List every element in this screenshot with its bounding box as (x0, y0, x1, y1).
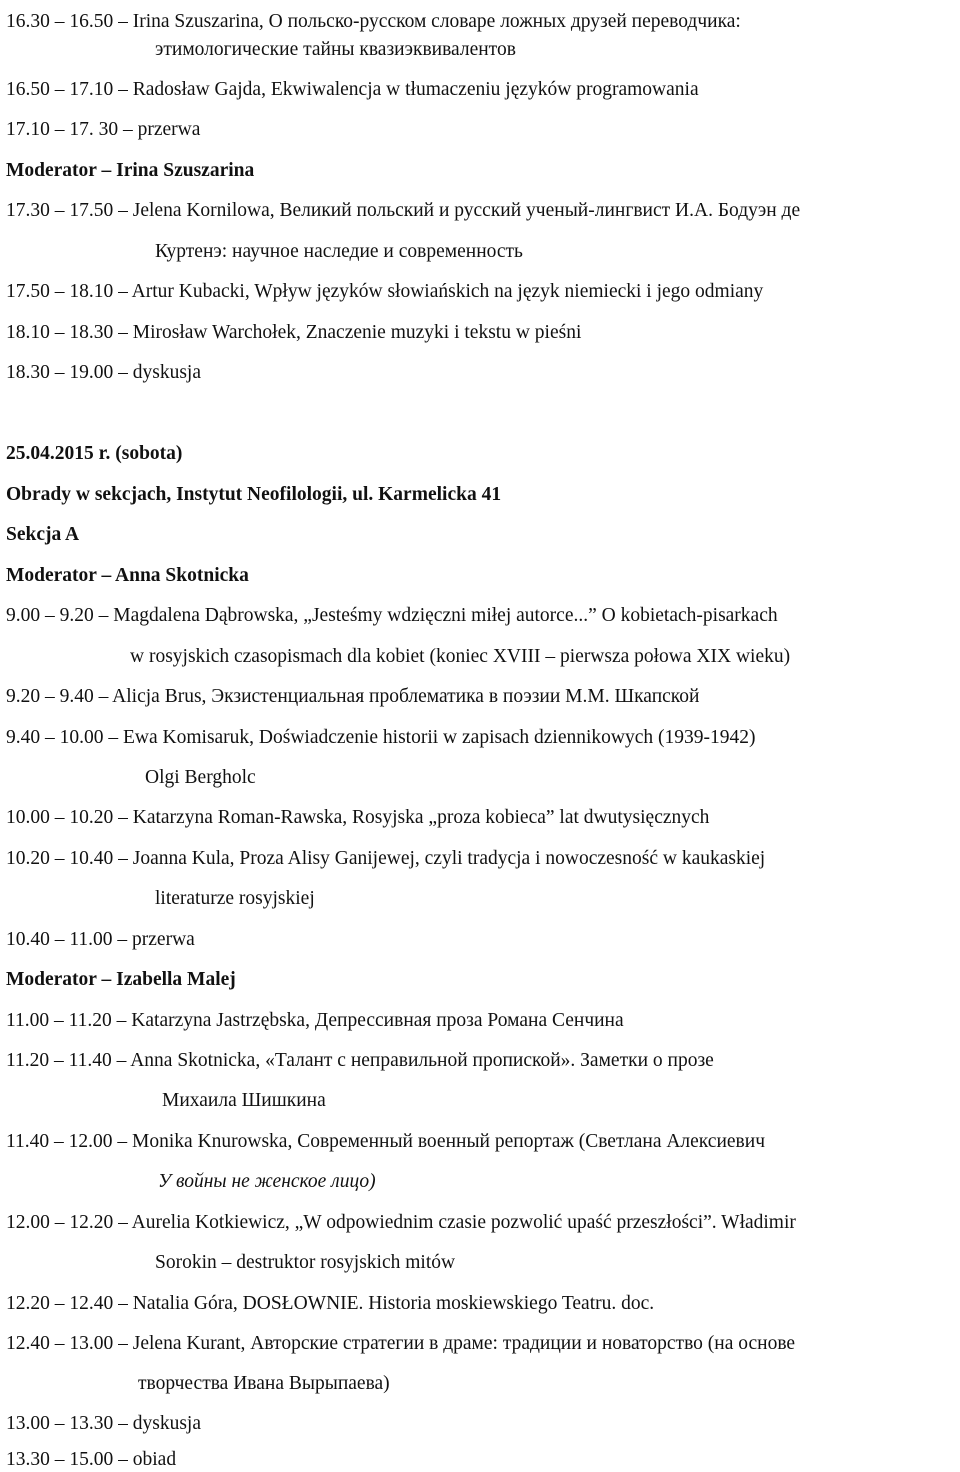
program-entry: 12.40 – 13.00 – Jelena Kurant, Авторские стратегии в драме: традиции и новаторство (на основе (6, 1333, 796, 1354)
section-heading: Sekcja A (6, 524, 80, 545)
program-entry-continuation: У войны не женское лицо) (158, 1171, 376, 1192)
discussion-entry: 18.30 – 19.00 – dyskusja (6, 362, 201, 383)
moderator-heading: Moderator – Anna Skotnicka (6, 565, 249, 586)
program-entry-continuation: Михаила Шишкина (162, 1090, 326, 1111)
program-entry-continuation: Куртенэ: научное наследие и современность (155, 241, 523, 262)
program-entry-continuation: творчества Ивана Вырыпаева) (138, 1373, 390, 1394)
program-entry: 17.30 – 17.50 – Jelena Kornilowa, Великий польский и русский ученый-лингвист И.А. Бодуэн де (6, 200, 801, 221)
program-entry: 16.30 – 16.50 – Irina Szuszarina, О польско-русском словаре ложных друзей переводчика: (6, 11, 741, 32)
program-entry-continuation: Olgi Bergholc (145, 767, 256, 788)
program-entry: 9.00 – 9.20 – Magdalena Dąbrowska, „Jesteśmy wdzięczni miłej autorce...” O kobietach-pisarkach (6, 605, 778, 626)
program-entry: 16.50 – 17.10 – Radosław Gajda, Ekwiwalencja w tłumaczeniu języków programowania (6, 79, 699, 100)
program-entry-continuation: этимологические тайны квазиэквивалентов (155, 39, 516, 60)
break-entry: 10.40 – 11.00 – przerwa (6, 929, 195, 950)
program-entry: 10.20 – 10.40 – Joanna Kula, Proza Alisy Ganijewej, czyli tradycja i nowoczesność w kaukaskiej (6, 848, 766, 869)
date-heading: 25.04.2015 r. (sobota) (6, 443, 183, 464)
program-entry: 17.50 – 18.10 – Artur Kubacki, Wpływ języków słowiańskich na język niemiecki i jego odmiany (6, 281, 764, 302)
break-entry: 17.10 – 17. 30 – przerwa (6, 119, 201, 140)
program-entry: 11.40 – 12.00 – Monika Knurowska, Современный военный репортаж (Светлана Алексиевич (6, 1131, 765, 1152)
moderator-heading: Moderator – Irina Szuszarina (6, 160, 255, 181)
program-entry: 9.40 – 10.00 – Ewa Komisaruk, Doświadczenie historii w zapisach dziennikowych (1939-1942) (6, 727, 756, 748)
program-entry: 10.00 – 10.20 – Katarzyna Roman-Rawska, Rosyjska „proza kobieca” lat dwutysięcznych (6, 807, 710, 828)
program-entry: 12.00 – 12.20 – Aurelia Kotkiewicz, „W odpowiednim czasie pozwolić upaść przeszłości”. Władimir (6, 1212, 796, 1233)
program-entry: 12.20 – 12.40 – Natalia Góra, DOSŁOWNIE. Historia moskiewskiego Teatru. doc. (6, 1293, 655, 1314)
program-entry: 11.00 – 11.20 – Katarzyna Jastrzębska, Депрессивная проза Романа Сенчина (6, 1010, 624, 1031)
discussion-entry: 13.00 – 13.30 – dyskusja (6, 1413, 201, 1434)
venue-heading: Obrady w sekcjach, Instytut Neofilologii, ul. Karmelicka 41 (6, 484, 502, 505)
program-entry: 11.20 – 11.40 – Anna Skotnicka, «Талант с неправильной пропиской». Заметки о прозе (6, 1050, 714, 1071)
program-entry-continuation: w rosyjskich czasopismach dla kobiet (koniec XVIII – pierwsza połowa XIX wieku) (130, 646, 791, 667)
lunch-entry: 13.30 – 15.00 – obiad (6, 1449, 177, 1470)
program-entry-continuation: Sorokin – destruktor rosyjskich mitów (155, 1252, 456, 1273)
program-entry: 9.20 – 9.40 – Alicja Brus, Экзистенциальная проблематика в поэзии М.М. Шкапской (6, 686, 700, 707)
moderator-heading: Moderator – Izabella Malej (6, 969, 236, 990)
program-entry: 18.10 – 18.30 – Mirosław Warchołek, Znaczenie muzyki i tekstu w pieśni (6, 322, 582, 343)
program-entry-continuation: literaturze rosyjskiej (155, 888, 315, 909)
